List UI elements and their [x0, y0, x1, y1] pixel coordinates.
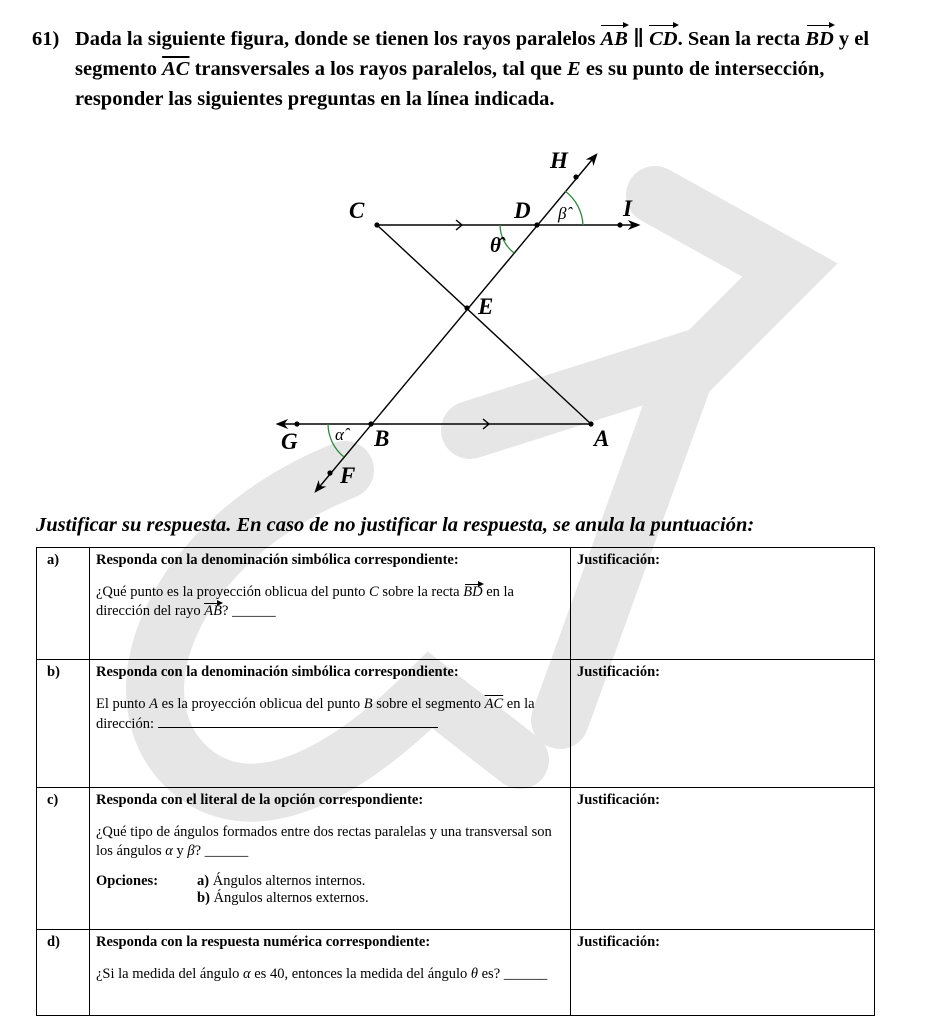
- angle-symbol: β: [187, 843, 195, 859]
- parallel-symbol: ∥: [627, 28, 650, 50]
- question-cell: [90, 660, 571, 788]
- point-i: [617, 222, 622, 227]
- options-list: [96, 873, 564, 907]
- label-c: C: [349, 198, 365, 223]
- question-text: [96, 583, 564, 621]
- statement-part: transversales a los rayos paralelos, tal que: [189, 58, 567, 80]
- segment-ac: [377, 225, 591, 424]
- geometry-figure: [0, 0, 951, 510]
- point-symbol: C: [369, 584, 379, 600]
- text-part: es 40, entonces la medida del ángulo: [250, 966, 471, 982]
- angle-beta-arc: [565, 191, 583, 225]
- label-b: B: [374, 426, 390, 451]
- ray-ab-notation: AB: [601, 24, 628, 54]
- statement-part: . Sean la recta: [677, 28, 806, 50]
- justification-cell[interactable]: Justificación:: [571, 548, 875, 660]
- justification-cell[interactable]: Justificación:: [571, 660, 875, 788]
- justification-cell[interactable]: Justificación:: [571, 788, 875, 930]
- point-f: [327, 470, 332, 475]
- question-text: [96, 695, 564, 734]
- statement-part: Dada la siguiente figura, donde se tienen los rayos paralelos: [75, 28, 601, 50]
- text-part: es la proyección oblicua del punto: [158, 696, 364, 712]
- question-title: Responda con la respuesta numérica correspondiente:: [96, 934, 431, 950]
- text-part: y: [172, 843, 188, 859]
- option-text: Ángulos alternos internos.: [212, 873, 366, 889]
- question-letter: c): [37, 788, 90, 930]
- table-row: [37, 548, 875, 660]
- label-g: G: [281, 429, 298, 454]
- point-h: [573, 174, 578, 179]
- question-letter: a): [37, 548, 90, 660]
- question-title: Responda con el literal de la opción correspondiente:: [96, 792, 424, 808]
- point-c: [374, 222, 379, 227]
- label-theta: θ̂: [490, 233, 501, 257]
- question-cell: [90, 548, 571, 660]
- question-letter: b): [37, 660, 90, 788]
- text-part: en la dirección del rayo: [96, 584, 514, 619]
- question-text: [96, 965, 564, 984]
- text-part: El punto: [96, 696, 150, 712]
- point-e-notation: E: [567, 58, 581, 80]
- table-row: [37, 930, 875, 1016]
- statement-part: y el segmento: [75, 28, 870, 80]
- question-letter: d): [37, 930, 90, 1016]
- label-alpha: α̂: [335, 425, 344, 444]
- text-part: ¿Qué punto es la proyección oblicua del punto: [96, 584, 370, 600]
- text-part: ¿Qué tipo de ángulos formados entre dos rectas paralelas y una transversal son los ángulos: [96, 824, 552, 859]
- point-symbol: B: [363, 696, 373, 712]
- line-bd-notation: BD: [805, 24, 833, 54]
- point-symbol: A: [149, 696, 159, 712]
- instruction-text: Justificar su respuesta. En caso de no justificar la respuesta, se anula la puntuación:: [36, 514, 755, 536]
- angle-symbol: α: [242, 966, 251, 982]
- answer-blank[interactable]: ? ______: [194, 843, 249, 859]
- segment-ac-notation: $\overline{AC}$: [162, 58, 190, 80]
- text-part: en la dirección:: [96, 696, 535, 732]
- label-e: E: [478, 294, 494, 319]
- text-part: sobre la recta: [378, 584, 464, 600]
- label-beta: β̂: [558, 204, 567, 223]
- angle-symbol: α: [165, 843, 173, 859]
- question-cell: [90, 930, 571, 1016]
- ray-cd-notation: CD: [649, 24, 677, 54]
- table-row: [37, 660, 875, 788]
- answer-blank[interactable]: ? ______: [222, 603, 276, 619]
- table-row: [37, 788, 875, 930]
- questions-table: [36, 547, 875, 1016]
- line-symbol: BD: [463, 584, 483, 600]
- justification-cell[interactable]: Justificación:: [571, 930, 875, 1016]
- text-part: sobre el segmento: [372, 696, 485, 712]
- option-key: a): [197, 873, 210, 889]
- option-text: Ángulos alternos externos.: [213, 890, 369, 906]
- question-title: Responda con la denominación simbólica correspondiente:: [96, 552, 459, 568]
- answer-blank[interactable]: [158, 714, 438, 728]
- label-a: A: [594, 426, 610, 451]
- option-key: b): [197, 890, 210, 906]
- point-g: [294, 421, 299, 426]
- label-i: I: [623, 196, 632, 221]
- ray-symbol: AB: [204, 603, 223, 619]
- point-b: [368, 421, 373, 426]
- question-title: Responda con la denominación simbólica correspondiente:: [96, 664, 459, 680]
- label-h: H: [550, 148, 568, 173]
- angle-theta-arc: [500, 225, 514, 253]
- segment-symbol: $\overline{AC}$: [484, 696, 504, 712]
- question-cell: [90, 788, 571, 930]
- options-label: Opciones:: [96, 873, 159, 889]
- point-a: [588, 421, 593, 426]
- statement-part: es su punto de intersección, responder las siguientes preguntas en la línea indicada.: [75, 58, 825, 110]
- question-number: 61): [32, 28, 60, 50]
- point-d: [534, 222, 539, 227]
- answer-blank[interactable]: es? ______: [478, 966, 548, 982]
- angle-symbol: θ: [470, 966, 478, 982]
- question-text: [96, 823, 564, 861]
- text-part: ¿Si la medida del ángulo: [96, 966, 243, 982]
- point-e: [464, 305, 469, 310]
- label-f: F: [340, 463, 356, 488]
- label-d: D: [514, 198, 531, 223]
